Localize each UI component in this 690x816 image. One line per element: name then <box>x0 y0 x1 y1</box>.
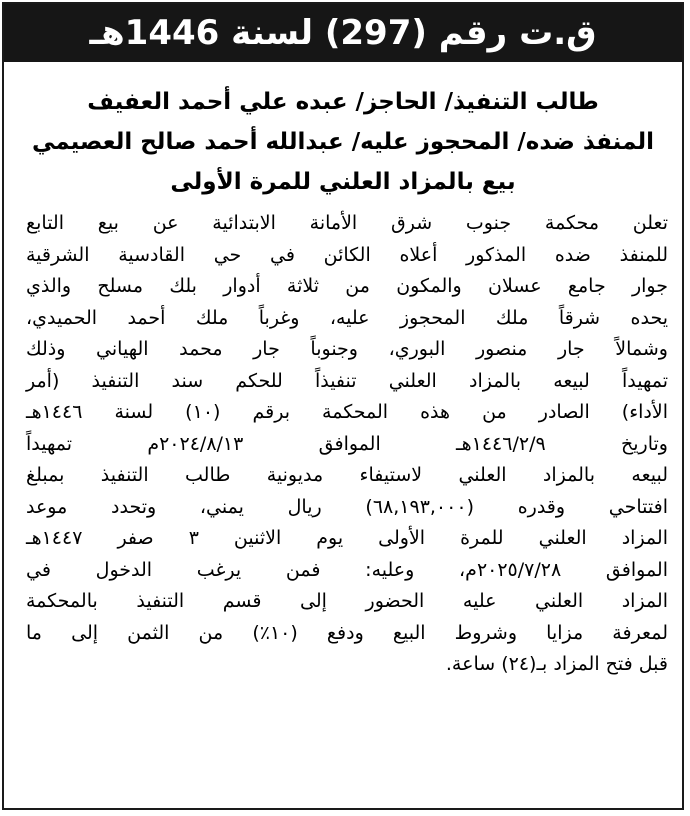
body-line: يحده شرقاً ملك المحجوز عليه، وغرباً ملك أحمد الحميدي، <box>26 306 668 329</box>
body-line: المزاد العلني للمرة الأولى يوم الاثنين ٣ صفر ١٤٤٧هـ <box>26 527 668 549</box>
notice-body <box>4 208 682 681</box>
notice-title-bar <box>4 4 682 62</box>
body-line: وشمالاً جار منصور البوري، وجنوباً جار محمد الهياني وذلك <box>26 338 668 360</box>
notice-headings <box>4 62 682 202</box>
body-line: المزاد العلني عليه الحضور إلى قسم التنفيذ بالمحكمة <box>26 590 668 612</box>
body-line: تعلن محكمة جنوب شرق الأمانة الابتدائية عن بيع التابع <box>26 212 668 234</box>
body-line: وتاريخ ١٤٤٦/٢/٩هـ الموافق ٢٠٢٤/٨/١٣م تمهيداً <box>26 432 668 455</box>
body-line: للمنفذ ضده المذكور أعلاه الكائن في حي القادسية الشرقية <box>26 243 668 266</box>
notice-title: ق.ت رقم (297) لسنة 1446هـ <box>89 13 597 53</box>
body-line: تمهيداً لبيعه بالمزاد العلني تنفيذاً للحكم سند التنفيذ (أمر <box>26 369 668 392</box>
body-line: لبيعه بالمزاد العلني لاستيفاء مديونية طالب التنفيذ بمبلغ <box>26 464 668 486</box>
auction-notice <box>2 2 684 810</box>
body-line: الأداء) الصادر من هذه المحكمة برقم (١٠) لسنة ١٤٤٦هـ <box>26 401 669 423</box>
auction-type-heading: بيع بالمزاد العلني للمرة الأولى <box>170 169 516 195</box>
executed-against-heading: المنفذ ضده/ المحجوز عليه/ عبدالله أحمد صالح العصيمي <box>31 129 655 155</box>
body-line: جوار جامع عسلان والمكون من ثلاثة أدوار بلك مسلح والذي <box>26 275 668 297</box>
body-line: لمعرفة مزايا وشروط البيع ودفع (١٠٪) من الثمن إلى ما <box>26 621 669 644</box>
body-line: الموافق ٢٠٢٥/٧/٢٨م، وعليه: فمن يرغب الدخول في <box>26 558 668 581</box>
execution-requester-heading: طالب التنفيذ/ الحاجز/ عبده علي أحمد العفيف <box>87 89 599 115</box>
body-line: قبل فتح المزاد بـ(٢٤) ساعة. <box>445 653 668 675</box>
body-line: افتتاحي وقدره (٦٨,١٩٣,٠٠٠) ريال يمني، وتحدد موعد <box>26 495 668 518</box>
